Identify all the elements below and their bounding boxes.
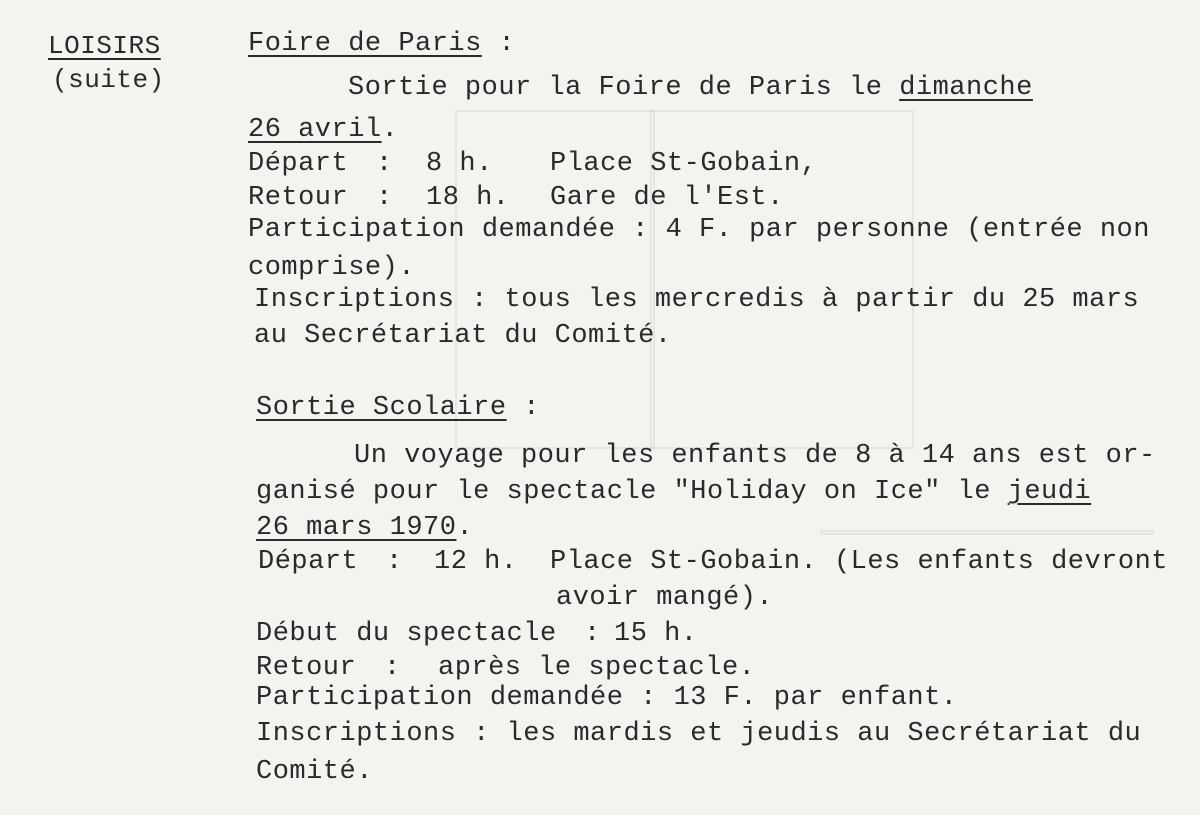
scolaire-heading: Sortie Scolaire : bbox=[256, 393, 540, 423]
foire-inscriptions-cont: au Secrétariat du Comité. bbox=[254, 321, 672, 351]
scolaire-inscriptions: Inscriptions : les mardis et jeudis au Secrétariat du bbox=[256, 719, 1142, 749]
section-title: LOISIRS bbox=[48, 31, 161, 61]
scolaire-date: 26 mars 1970. bbox=[256, 513, 474, 543]
foire-participation: Participation demandée : 4 F. par personne (entrée non bbox=[248, 215, 1150, 245]
scolaire-intro: Un voyage pour les enfants de 8 à 14 ans est or- bbox=[354, 441, 1156, 471]
scolaire-retour: Retour : après le spectacle. bbox=[256, 653, 756, 683]
scolaire-inscriptions-cont: Comité. bbox=[256, 757, 373, 787]
foire-depart: Départ : 8 h. Place St-Gobain, bbox=[248, 149, 818, 179]
scolaire-debut: Début du spectacle : 15 h. bbox=[256, 619, 698, 649]
foire-retour: Retour : 18 h. Gare de l'Est. bbox=[248, 183, 784, 213]
foire-participation-cont: comprise). bbox=[248, 253, 416, 283]
foire-intro: Sortie pour la Foire de Paris le dimanche bbox=[348, 73, 1033, 103]
foire-heading: Foire de Paris : bbox=[248, 29, 516, 59]
foire-date: 26 avril. bbox=[248, 115, 399, 145]
section-subtitle: (suite) bbox=[52, 65, 165, 95]
scolaire-depart: Départ : 12 h. Place St-Gobain. (Les enfants devront bbox=[258, 547, 1168, 577]
foire-inscriptions: Inscriptions : tous les mercredis à partir du 25 mars bbox=[254, 285, 1140, 315]
scolaire-participation: Participation demandée : 13 F. par enfant. bbox=[256, 683, 958, 713]
scolaire-depart-cont: avoir mangé). bbox=[556, 583, 774, 613]
scolaire-intro-cont: ganisé pour le spectacle "Holiday on Ice" le jeudi bbox=[256, 477, 1092, 507]
